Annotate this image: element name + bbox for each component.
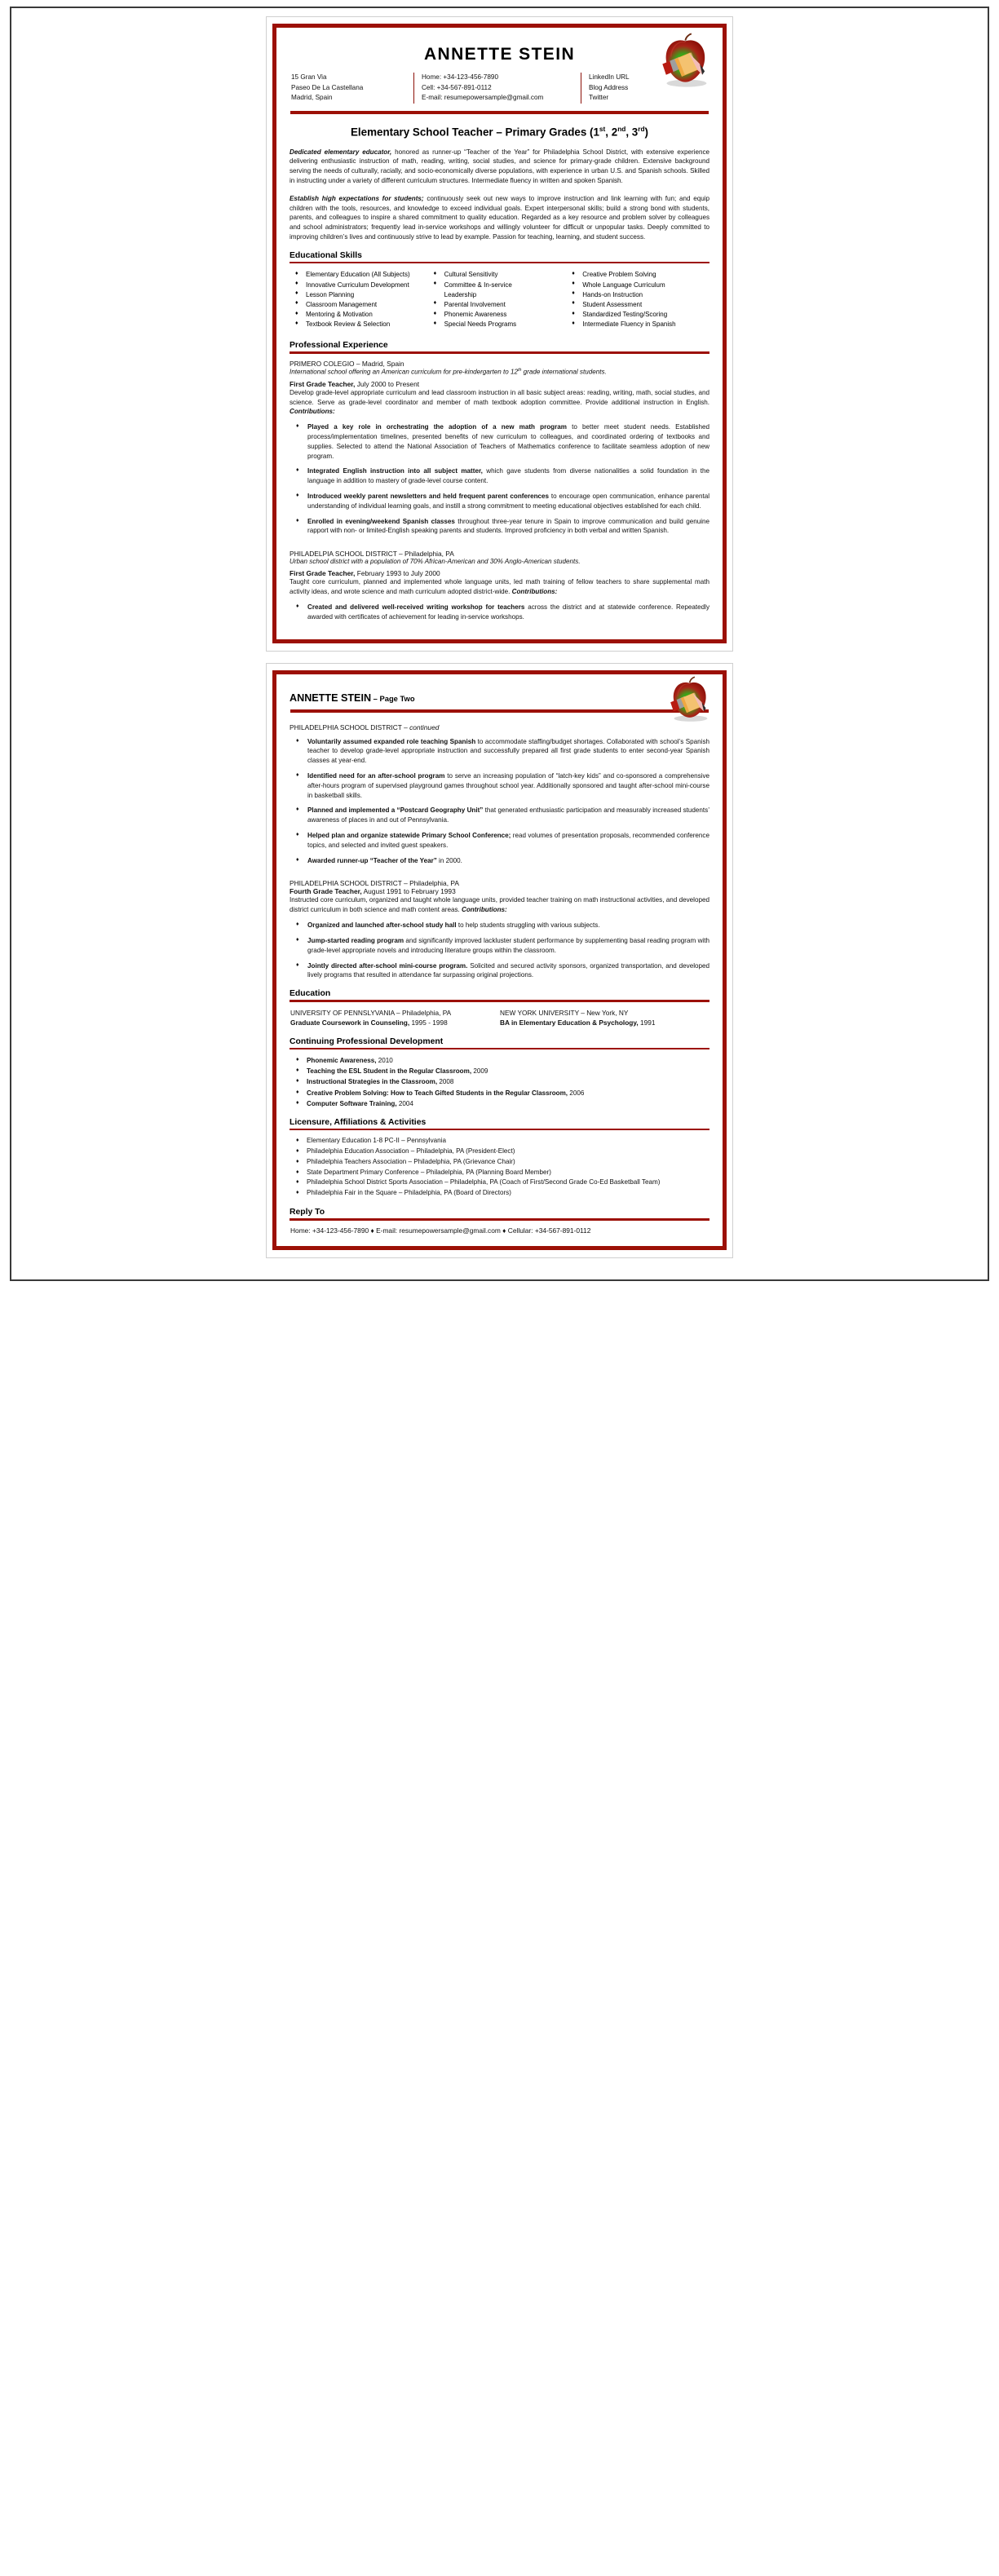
contribution-item [294, 936, 709, 956]
section-rule [290, 262, 709, 264]
licensure-item: ♦ State Department Primary Conference – Philadelphia, PA (Planning Board Member) [294, 1168, 709, 1178]
page-1-frame [272, 24, 727, 643]
skill-item: ♦ Lesson Planning [294, 290, 433, 300]
role-dates: July 2000 to Present [355, 379, 420, 388]
contribution-item [294, 961, 709, 981]
section-heading: Continuing Professional Development [290, 1036, 444, 1046]
section-rule [290, 1218, 709, 1221]
contribution-item [294, 603, 709, 622]
contribution-lead: Helped plan and organize statewide Primary School Conference; [307, 832, 511, 840]
contribution-lead: Created and delivered well-received writing workshop for teachers [307, 603, 525, 611]
section-heading: Educational Skills [290, 250, 362, 260]
skill-item: ♦ Elementary Education (All Subjects) [294, 270, 433, 280]
section-rule [290, 1000, 709, 1002]
contact-address [291, 73, 413, 104]
contribution-lead: Played a key role in orchestrating the adoption of a new math program [307, 423, 567, 431]
skill-item: ♦ Student Assessment [571, 300, 709, 310]
section-continuing-professional-development [290, 1037, 709, 1109]
continued-employer-name: PHILADELPHIA SCHOOL DISTRICT – [290, 722, 410, 731]
cpd-year: 2008 [437, 1078, 454, 1086]
contribution-lead: Enrolled in evening/weekend Spanish classes [307, 517, 455, 525]
section-professional-experience [290, 341, 709, 621]
role-line [290, 380, 709, 388]
contact-block [291, 73, 708, 104]
contribution-lead: Organized and launched after-school study hall [307, 921, 457, 930]
degree-line [500, 1018, 709, 1027]
contribution-text: that generated enthusiastic participation and measurably increased students’ awareness of places in and out of Pennsylvania. [307, 806, 709, 824]
skill-item: ♦ Innovative Curriculum Development [294, 281, 433, 290]
contribution-text: to encourage open communication, enhance parental understanding of individual learning goals, and instill a strong commitment to meeting educational objectives established for each child. [307, 493, 710, 510]
licensure-item: ♦ Philadelphia Fair in the Square – Philadelphia, PA (Board of Directors) [294, 1188, 709, 1199]
twitter-link[interactable]: Twitter [589, 94, 609, 102]
degree-years: 1991 [638, 1018, 656, 1027]
section-licensure-affiliations-activities [290, 1118, 709, 1199]
role-line [290, 887, 709, 895]
employer-entry [290, 550, 709, 621]
skill-item: ♦ Parental Involvement [433, 300, 572, 310]
summary-2-body: continuously seek out new ways to improve instruction and link learning with fun; and equip children with the tools, resources, and knowledge to exceed individual goals. Expert interpersonal skills; build a strong bond with students, parents, and colleagues to inspire a shared commitment to quality education. Regarded as a key resource and problem solver by colleagues and school administrators; frequently lead in-service workshops and willingly volunteer for difficult or unpopular tasks. Deeply committed to improving children’s lives and continuously strive to lead by example. Passion for teaching, learning, and student success. [290, 194, 709, 241]
skill-item: ♦ Hands-on Instruction [571, 290, 709, 300]
contribution-list [290, 737, 709, 866]
header-divider [290, 111, 709, 114]
cpd-year: 2004 [396, 1099, 413, 1107]
cpd-title: Creative Problem Solving: How to Teach Gifted Students in the Regular Classroom, [307, 1089, 568, 1097]
page-title: ANNETTE STEIN [423, 45, 576, 64]
page-2-title [290, 692, 709, 704]
contribution-list [290, 422, 709, 536]
contribution-lead: Voluntarily assumed expanded role teaching Spanish [307, 737, 476, 745]
contribution-lead: Introduced weekly parent newsletters and held frequent parent conferences [307, 493, 550, 501]
employer-entry [290, 360, 709, 536]
skill-item-continuation: Leadership [444, 290, 477, 298]
role-description [290, 577, 709, 597]
cpd-item [294, 1055, 709, 1066]
skill-item: ♦ Mentoring & Motivation [294, 310, 433, 320]
spacer [290, 871, 709, 877]
contribution-lead: Jump-started reading program [307, 936, 404, 944]
contribution-text: across the district and at statewide conference. Repeatedly awarded with certificates of achievement for leading in-service workshops. [307, 603, 710, 621]
employer-desc-post: grade international students. [521, 368, 607, 376]
cpd-title: Instructional Strategies in the Classroom, [307, 1078, 438, 1086]
skills-column-3 [571, 270, 709, 329]
school-name: NEW YORK UNIVERSITY – New York, NY [500, 1008, 629, 1017]
home-phone: Home: +34-123-456-7890 [422, 73, 498, 81]
section-heading: Education [290, 989, 331, 999]
blog-link[interactable]: Blog Address [589, 83, 629, 91]
contribution-item [294, 492, 709, 511]
section-heading: Reply To [290, 1208, 325, 1217]
linkedin-link[interactable]: LinkedIn URL [589, 73, 630, 81]
skill-item: ♦ Committee & In-service [433, 281, 572, 290]
contributions-label: Contributions: [462, 906, 507, 914]
skill-item: ♦ Intermediate Fluency in Spanish [571, 320, 709, 329]
summary-1-lead: Dedicated elementary educator, [290, 148, 392, 156]
employer-desc-sup: th [517, 368, 522, 373]
contribution-lead: Jointly directed after-school mini-course program. [307, 961, 468, 970]
role-title: First Grade Teacher, [290, 379, 356, 388]
resume-page-1 [266, 16, 733, 652]
employer-name: PHILADELPIA SCHOOL DISTRICT – Philadelphia, PA [290, 550, 454, 559]
contribution-lead: Integrated English instruction into all subject matter, [307, 467, 483, 475]
header-divider [290, 709, 709, 713]
role-line [290, 569, 709, 577]
section-rule [290, 1048, 709, 1050]
contribution-item [294, 771, 709, 800]
section-reply-to [290, 1208, 709, 1235]
contribution-text: to accommodate staffing/budget shortages. Collaborated with school’s Spanish teacher to develop grade-level appropriate instruction and successfully prepared all first grade students to enter second-year Spanish classes at year-end. [307, 737, 709, 765]
contact-phones [413, 73, 581, 104]
degree-line [290, 1018, 500, 1027]
employer-name: PHILADELPHIA SCHOOL DISTRICT – Philadelphia, PA [290, 879, 459, 888]
licensure-item: ♦ Elementary Education 1-8 PC-II – Pennsylvania [294, 1136, 709, 1147]
job-title-sup-nd: nd [617, 125, 626, 134]
skills-column-2 [433, 270, 572, 329]
address-line-2: Paseo De La Castellana [291, 83, 364, 91]
contribution-item [294, 806, 709, 825]
apple-pencil-icon [661, 676, 712, 727]
employer-description [290, 368, 709, 376]
licensure-item: ♦ Philadelphia Education Association – Philadelphia, PA (President-Elect) [294, 1147, 709, 1157]
education-entry [500, 1008, 709, 1028]
contributions-label: Contributions: [511, 588, 558, 596]
degree-title: BA in Elementary Education & Psychology, [500, 1018, 639, 1027]
address-line-1: 15 Gran Via [291, 73, 327, 81]
section-education [290, 989, 709, 1027]
skills-column-1 [294, 270, 433, 329]
section-rule [290, 1129, 709, 1131]
contribution-lead: Awarded runner-up “Teacher of the Year” [307, 856, 437, 864]
employer-name: PRIMERO COLEGIO – Madrid, Spain [290, 360, 404, 369]
licensure-item: ♦ Philadelphia Teachers Association – Philadelphia, PA (Grievance Chair) [294, 1157, 709, 1168]
section-heading: Professional Experience [290, 341, 388, 351]
resume-page-2 [266, 663, 733, 1258]
section-rule [290, 351, 709, 354]
cpd-title: Computer Software Training, [307, 1099, 397, 1107]
role-desc-text: Instructed core curriculum, organized and taught whole language units, provided teacher training on math instructional activities, and developed district curriculum in both science and math content areas. [290, 896, 709, 914]
job-title-part-2: , 2 [605, 126, 618, 139]
role-dates: August 1991 to February 1993 [361, 887, 456, 896]
skill-item: ♦ Whole Language Curriculum [571, 281, 709, 290]
contribution-item [294, 921, 709, 930]
skills-grid [290, 269, 709, 332]
contribution-item [294, 517, 709, 537]
job-title-sup-st: st [599, 125, 606, 134]
contribution-item [294, 856, 709, 866]
summary-1-body: honored as runner-up “Teacher of the Year” for Philadelphia School District, with extensive experience delivering enthusiastic instruction of math, reading, writing, social studies, and science for primary-grade children. Extensive background serving the needs of culturally, racially, and socio-economically diverse populations, with experience in urban U.S. and Spanish schools. Skilled in instructing under a variety of different curriculum structures. Intermediate fluency in written and spoken Spanish. [290, 148, 710, 185]
cpd-title: Phonemic Awareness, [307, 1057, 377, 1065]
cpd-year: 2009 [471, 1067, 488, 1076]
licensure-list [290, 1136, 709, 1199]
apple-pencil-icon [652, 33, 712, 93]
job-title-sup-rd: rd [638, 125, 645, 134]
skill-item: ♦ Standardized Testing/Scoring [571, 310, 709, 320]
summary-paragraph-1 [290, 148, 709, 186]
role-title: Fourth Grade Teacher, [290, 887, 362, 896]
skill-item: ♦ Textbook Review & Selection [294, 320, 433, 329]
page-2-name: ANNETTE STEIN [290, 691, 372, 704]
role-dates: February 1993 to July 2000 [355, 569, 440, 578]
education-grid [290, 1008, 709, 1028]
cell-phone: Cell: +34-567-891-0112 [422, 83, 492, 91]
document-viewport [10, 7, 989, 1281]
skill-item: ♦ Phonemic Awareness [433, 310, 572, 320]
email-address[interactable]: E-mail: resumepowersample@gmail.com [422, 94, 544, 102]
cpd-item [294, 1098, 709, 1109]
cpd-item [294, 1066, 709, 1076]
job-title-part-4: ) [644, 126, 648, 139]
contribution-item [294, 422, 709, 461]
target-job-title [290, 125, 709, 138]
cpd-title: Teaching the ESL Student in the Regular Classroom, [307, 1067, 472, 1076]
job-title-part-3: , 3 [625, 126, 639, 139]
skill-item: ♦ Special Needs Programs [433, 320, 572, 329]
contribution-text: and significantly improved lackluster student performance by supplementing basal reading program with grade-level appropriate novels and introducing literature groups within the classroom. [307, 936, 709, 954]
section-heading: Licensure, Affiliations & Activities [290, 1117, 427, 1127]
section-educational-skills [290, 251, 709, 333]
contribution-item [294, 466, 709, 486]
role-title: First Grade Teacher, [290, 569, 356, 578]
cpd-item [294, 1076, 709, 1087]
reply-contact-line[interactable]: Home: +34-123-456-7890 ♦ E-mail: resumepowersample@gmail.com ♦ Cellular: +34-567-891-0112 [290, 1226, 591, 1235]
skill-item: ♦ Cultural Sensitivity [433, 270, 572, 280]
contributions-label: Contributions: [290, 408, 335, 416]
cpd-list [290, 1055, 709, 1109]
contribution-lead: Planned and implemented a “Postcard Geography Unit” [307, 806, 484, 815]
continued-employer-line [290, 723, 709, 731]
role-desc-text: Taught core curriculum, planned and implemented whole language units, led math training of fellow teachers to share supplemental math activity ideas, and wrote science and math curriculum adopted district-wide. [290, 578, 709, 596]
contribution-text: which gave students from diverse nationalities a solid foundation in the language in addition to mastery of grade-level course content. [307, 467, 709, 485]
contribution-item [294, 737, 709, 766]
contribution-lead: Identified need for an after-school program [307, 771, 445, 780]
employer-desc-pre: International school offering an American curriculum for pre-kindergarten to 12 [290, 368, 518, 376]
page-2-label: – Page Two [371, 693, 415, 703]
skill-item: ♦ Classroom Management [294, 300, 433, 310]
contribution-text: throughout three-year tenure in Spain to improve communication and build genuine rapport with non- or limited-English speaking parents and students. Improved proficiency in both verbal and written Spanish. [307, 517, 710, 535]
contribution-list [290, 921, 709, 980]
job-title-part-1: Elementary School Teacher – Primary Grades (1 [351, 126, 599, 139]
skill-item: ♦ Creative Problem Solving [571, 270, 709, 280]
degree-years: 1995 - 1998 [409, 1018, 448, 1027]
contribution-text: read volumes of presentation proposals, recommended conference topics, and selected and invited guest speakers. [307, 832, 709, 849]
contribution-text: to help students struggling with various subjects. [456, 921, 600, 930]
summary-2-lead: Establish high expectations for students; [290, 194, 424, 202]
school-name: UNIVERSITY OF PENNSLYVANIA – Philadelphia, PA [290, 1008, 452, 1017]
contribution-text: to serve an increasing population of “latch-key kids” and co-sponsored a comprehensive after-hours program of supervised playground games throughout school year. Additionally sponsored and taught after-school mini-course in basketball skills. [307, 771, 709, 799]
employer-entry [290, 879, 709, 980]
role-description [290, 895, 709, 915]
cpd-year: 2010 [376, 1057, 393, 1065]
contribution-text: Solicited and secured activity sponsors, organized transportation, and developed lively programs that resulted in attendance far surpassing original projections. [307, 961, 710, 979]
contribution-text: in 2000. [436, 856, 462, 864]
licensure-item: ♦ Philadelphia School District Sports Association – Philadelphia, PA (Coach of First/Second Grade Co-Ed Basketball Team) [294, 1178, 709, 1188]
contribution-list [290, 603, 709, 622]
role-desc-text: Develop grade-level appropriate curriculum and lead classroom instruction in all basic subject areas: reading, writing, math, social studies, and science. Serve as grade-level coordinator and member of math textbook adoption committee. Provide additional instruction in English. [290, 388, 709, 406]
cpd-item [294, 1088, 709, 1098]
summary-paragraph-2 [290, 194, 709, 242]
spacer [290, 541, 709, 547]
education-entry [290, 1008, 500, 1028]
continued-word: continued [409, 722, 440, 731]
page-2-frame [272, 670, 727, 1250]
cpd-year: 2006 [568, 1089, 585, 1097]
employer-description: Urban school district with a population of 70% African-American and 30% Anglo-American students. [290, 558, 581, 566]
contribution-item [294, 831, 709, 851]
role-description [290, 388, 709, 417]
contribution-text: to better meet student needs. Established process/implementation timelines, presented benefits of new curriculum to colleagues, and coordinated ordering of textbooks and supplies. Selected to attend the National Association of Teachers of Mathematics conference to facilitate seamless adoption of new program. [307, 423, 709, 460]
address-line-3: Madrid, Spain [291, 94, 333, 102]
degree-title: Graduate Coursework in Counseling, [290, 1018, 410, 1027]
